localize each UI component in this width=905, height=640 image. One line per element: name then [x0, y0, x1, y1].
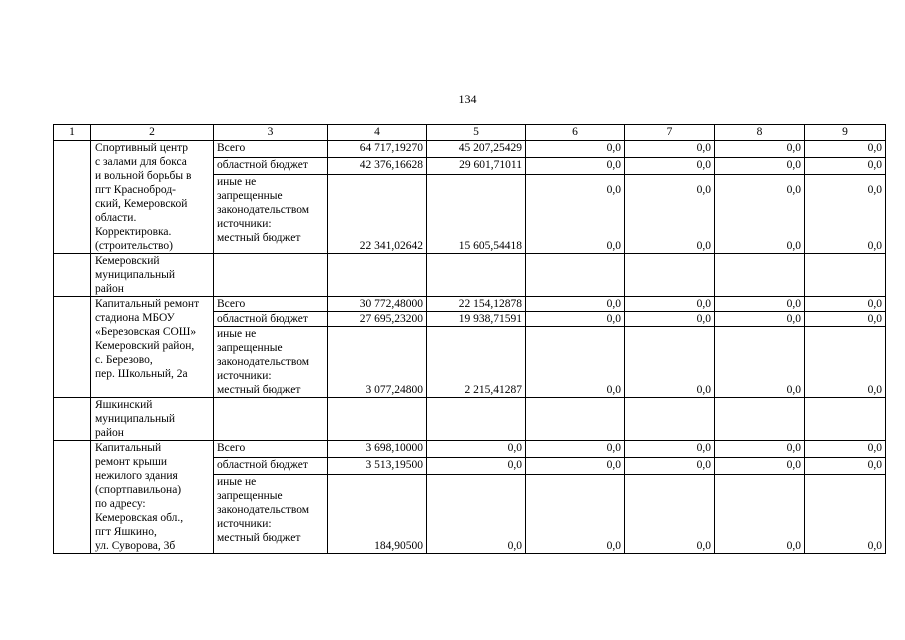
text-line: законодательством	[217, 203, 310, 216]
value-cell	[526, 327, 625, 398]
value-cell: 22 154,12878	[427, 297, 526, 312]
value-cell: 0,0	[625, 312, 715, 327]
text-line: иные не	[217, 175, 257, 188]
value-text: 0,0	[867, 240, 882, 252]
value-cell: 42 376,16628	[328, 157, 427, 174]
funding-source-cell: Всего	[214, 141, 328, 158]
value-cell: 0,0	[625, 157, 715, 174]
value-text: 184,90500	[374, 540, 423, 552]
table-row	[54, 141, 886, 158]
text-line: Кемеровский	[95, 255, 160, 267]
value-cell	[427, 474, 526, 553]
column-number-cell: 6	[526, 125, 625, 141]
project-name	[91, 441, 214, 554]
text-line: Яшкинский	[95, 399, 153, 411]
text-line: муниципальный	[95, 413, 176, 425]
value-cell: 0,0	[805, 441, 886, 458]
text-line: по адресу:	[95, 498, 146, 510]
text-line: ский, Кемеровской	[95, 198, 188, 210]
value-text: 0,0	[606, 384, 621, 396]
text-line: муниципальный	[95, 269, 176, 281]
section-title	[91, 254, 214, 297]
text-line: законодательством	[217, 503, 310, 516]
text-line: пгт Красноброд-	[95, 184, 177, 196]
value-cell: 0,0	[715, 312, 805, 327]
index-cell	[54, 441, 91, 554]
empty-cell	[625, 398, 715, 441]
value-text: 0,0	[786, 240, 801, 252]
index-cell	[54, 141, 91, 254]
value-cell: 0,0	[526, 457, 625, 474]
budget-table	[53, 124, 886, 554]
value-text: 0,0	[507, 540, 522, 552]
index-cell	[54, 297, 91, 398]
funding-source-cell: Всего	[214, 297, 328, 312]
column-number-cell: 1	[54, 125, 91, 141]
value-cell: 0,0	[625, 441, 715, 458]
value-cell: 0,0	[625, 297, 715, 312]
value-cell: 27 695,23200	[328, 312, 427, 327]
value-cell: 0,0	[526, 441, 625, 458]
value-text: 22 341,02642	[359, 240, 423, 252]
column-number-cell: 2	[91, 125, 214, 141]
text-line: Спортивный центр	[95, 142, 189, 154]
text-line: ремонт крыши	[95, 456, 168, 468]
empty-cell	[214, 254, 328, 297]
value-cell: 0,0	[715, 441, 805, 458]
value-text: 0,0	[786, 540, 801, 552]
column-number-cell: 5	[427, 125, 526, 141]
funding-source-cell	[214, 174, 328, 253]
value-cell: 0,0	[805, 297, 886, 312]
empty-cell	[427, 398, 526, 441]
empty-cell	[526, 254, 625, 297]
value-cell: 3 698,10000	[328, 441, 427, 458]
text-line: иные не	[217, 328, 257, 340]
value-text: 15 605,54418	[458, 240, 522, 252]
value-text: 0,0	[696, 540, 711, 552]
text-line: нежилого здания	[95, 470, 178, 482]
top-value: 0,0	[786, 184, 801, 196]
value-cell: 19 938,71591	[427, 312, 526, 327]
section-row	[54, 254, 886, 297]
value-cell: 29 601,71011	[427, 157, 526, 174]
empty-cell	[526, 398, 625, 441]
empty-cell	[54, 254, 91, 297]
empty-cell	[54, 398, 91, 441]
text-line: иные не	[217, 475, 257, 488]
text-line: законодательством	[217, 356, 310, 368]
text-line: местный бюджет	[217, 384, 301, 396]
column-number-cell: 7	[625, 125, 715, 141]
text-line: (спортпавильона)	[95, 484, 182, 496]
table-row	[54, 297, 886, 312]
text-line: источники:	[217, 370, 272, 382]
value-cell: 45 207,25429	[427, 141, 526, 158]
value-cell: 0,0	[625, 457, 715, 474]
value-cell	[526, 174, 625, 253]
top-value: 0,0	[606, 184, 621, 196]
value-cell: 0,0	[526, 297, 625, 312]
text-line: Капитальный	[95, 442, 162, 454]
column-number-cell: 4	[328, 125, 427, 141]
text-line: ул. Суворова, 3б	[95, 540, 176, 552]
value-cell	[805, 327, 886, 398]
value-cell: 0,0	[526, 141, 625, 158]
value-cell: 0,0	[715, 297, 805, 312]
value-cell	[805, 174, 886, 253]
text-line: запрещенные	[217, 489, 283, 502]
funding-source-cell: областной бюджет	[214, 457, 328, 474]
text-line: местный бюджет	[217, 231, 301, 244]
value-cell	[427, 327, 526, 398]
text-line: пер. Школьный, 2а	[95, 368, 188, 380]
text-line: запрещенные	[217, 189, 283, 202]
text-line: стадиона МБОУ	[95, 312, 175, 324]
text-line: пгт Яшкино,	[95, 526, 157, 538]
value-text: 0,0	[696, 384, 711, 396]
column-number-cell: 3	[214, 125, 328, 141]
empty-cell	[805, 254, 886, 297]
column-number-row	[54, 125, 886, 141]
text-line: источники:	[217, 217, 272, 230]
value-cell: 0,0	[805, 457, 886, 474]
empty-cell	[715, 254, 805, 297]
page-number: 134	[458, 92, 477, 106]
value-cell: 0,0	[715, 141, 805, 158]
value-cell: 64 717,19270	[328, 141, 427, 158]
value-cell: 0,0	[427, 441, 526, 458]
text-line: Капитальный ремонт	[95, 298, 200, 310]
top-value: 0,0	[696, 184, 711, 196]
value-cell	[328, 174, 427, 253]
funding-source-cell	[214, 474, 328, 553]
value-cell	[427, 174, 526, 253]
text-line: «Березовская СОШ»	[95, 326, 197, 338]
empty-cell	[805, 398, 886, 441]
funding-source-cell: Всего	[214, 441, 328, 458]
text-line: Кемеровская обл.,	[95, 512, 184, 524]
value-cell	[625, 327, 715, 398]
value-cell: 0,0	[805, 157, 886, 174]
value-cell: 0,0	[715, 157, 805, 174]
value-text: 0,0	[606, 240, 621, 252]
section-title	[91, 398, 214, 441]
value-cell	[715, 174, 805, 253]
value-cell: 0,0	[427, 457, 526, 474]
value-cell	[715, 327, 805, 398]
empty-cell	[625, 254, 715, 297]
text-line: с. Березово,	[95, 354, 153, 366]
value-cell	[328, 327, 427, 398]
value-cell: 0,0	[805, 141, 886, 158]
text-line: район	[95, 427, 124, 439]
value-cell	[328, 474, 427, 553]
text-line: Кемеровский район,	[95, 340, 195, 352]
text-line: области.	[95, 212, 137, 224]
empty-cell	[427, 254, 526, 297]
value-text: 0,0	[606, 540, 621, 552]
value-cell: 0,0	[526, 312, 625, 327]
value-cell	[625, 174, 715, 253]
value-text: 3 077,24800	[365, 384, 423, 396]
text-line: Корректировка.	[95, 226, 172, 238]
text-line: район	[95, 283, 124, 295]
project-name	[91, 297, 214, 398]
empty-cell	[328, 398, 427, 441]
value-cell: 0,0	[526, 157, 625, 174]
funding-source-cell: областной бюджет	[214, 312, 328, 327]
table-row	[54, 441, 886, 458]
empty-cell	[715, 398, 805, 441]
value-cell: 0,0	[625, 141, 715, 158]
text-line: и вольной борьбы в	[95, 170, 192, 182]
value-cell	[715, 474, 805, 553]
section-row	[54, 398, 886, 441]
text-line: с залами для бокса	[95, 156, 187, 168]
value-cell	[625, 474, 715, 553]
empty-cell	[328, 254, 427, 297]
value-cell: 0,0	[715, 457, 805, 474]
top-value: 0,0	[867, 184, 882, 196]
value-text: 0,0	[786, 384, 801, 396]
text-line: (строительство)	[95, 240, 173, 252]
funding-source-cell	[214, 327, 328, 398]
value-cell	[805, 474, 886, 553]
value-cell: 3 513,19500	[328, 457, 427, 474]
text-line: источники:	[217, 517, 272, 530]
value-text: 0,0	[696, 240, 711, 252]
column-number-cell: 8	[715, 125, 805, 141]
text-line: местный бюджет	[217, 531, 301, 544]
value-text: 2 215,41287	[464, 384, 522, 396]
value-text: 0,0	[867, 384, 882, 396]
value-text: 0,0	[867, 540, 882, 552]
text-line: запрещенные	[217, 342, 283, 354]
funding-source-cell: областной бюджет	[214, 157, 328, 174]
value-cell: 30 772,48000	[328, 297, 427, 312]
empty-cell	[214, 398, 328, 441]
column-number-cell: 9	[805, 125, 886, 141]
value-cell	[526, 474, 625, 553]
value-cell: 0,0	[805, 312, 886, 327]
project-name	[91, 141, 214, 254]
